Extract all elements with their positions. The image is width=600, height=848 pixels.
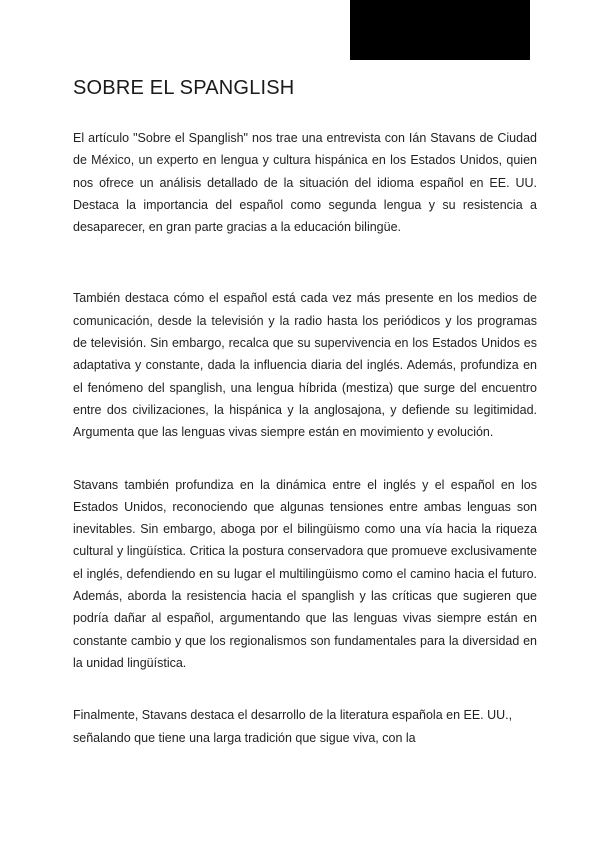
paragraph-1: El artículo "Sobre el Spanglish" nos trae una entrevista con Ián Stavans de Ciudad de México, un experto en lengua y cultura hispánica en los Estados Unidos, quien nos ofrece un análisis detallado de la situación del idioma español en EE. UU. Destaca la importancia del español como segunda lengua y su resistencia a desaparecer, en gran parte gracias a la educación bilingüe. xyxy=(73,131,537,235)
document-page xyxy=(73,74,537,749)
document-title: SOBRE EL SPANGLISH xyxy=(73,77,295,99)
paragraph-4: Finalmente, Stavans destaca el desarrollo de la literatura española en EE. UU., señalando que tiene una larga tradición que sigue viva, con la xyxy=(73,708,513,745)
paragraph-3: Stavans también profundiza en la dinámica entre el inglés y el español en los Estados Unidos, reconociendo que algunas tensiones entre ambas lenguas son inevitables. Sin embargo, aboga por el bilingüismo como una vía hacia la riqueza cultural y lingüística. Critica la postura conservadora que promueve exclusivamente el inglés, defendiendo en su lugar el multilingüismo como el camino hacia el futuro. Además, aborda la resistencia hacia el spanglish y las críticas que sugieren que podría dañar al español, argumentando que las lenguas vivas siempre están en constante cambio y que los regionalismos son fundamentales para la diversidad en la unidad lingüística. xyxy=(73,477,537,670)
black-header-block xyxy=(350,0,530,60)
paragraph-2: También destaca cómo el español está cada vez más presente en los medios de comunicación, desde la televisión y la radio hasta los periódicos y los programas de televisión. Sin embargo, recalca que su supervivencia en los Estados Unidos es adaptativa y constante, dada la influencia diaria del inglés. Además, profundiza en el fenómeno del spanglish, una lengua híbrida (mestiza) que surge del encuentro entre dos civilizaciones, la hispánica y la anglosajona, y defiende su legitimidad. Argumenta que las lenguas vivas siempre están en movimiento y evolución. xyxy=(73,291,537,440)
